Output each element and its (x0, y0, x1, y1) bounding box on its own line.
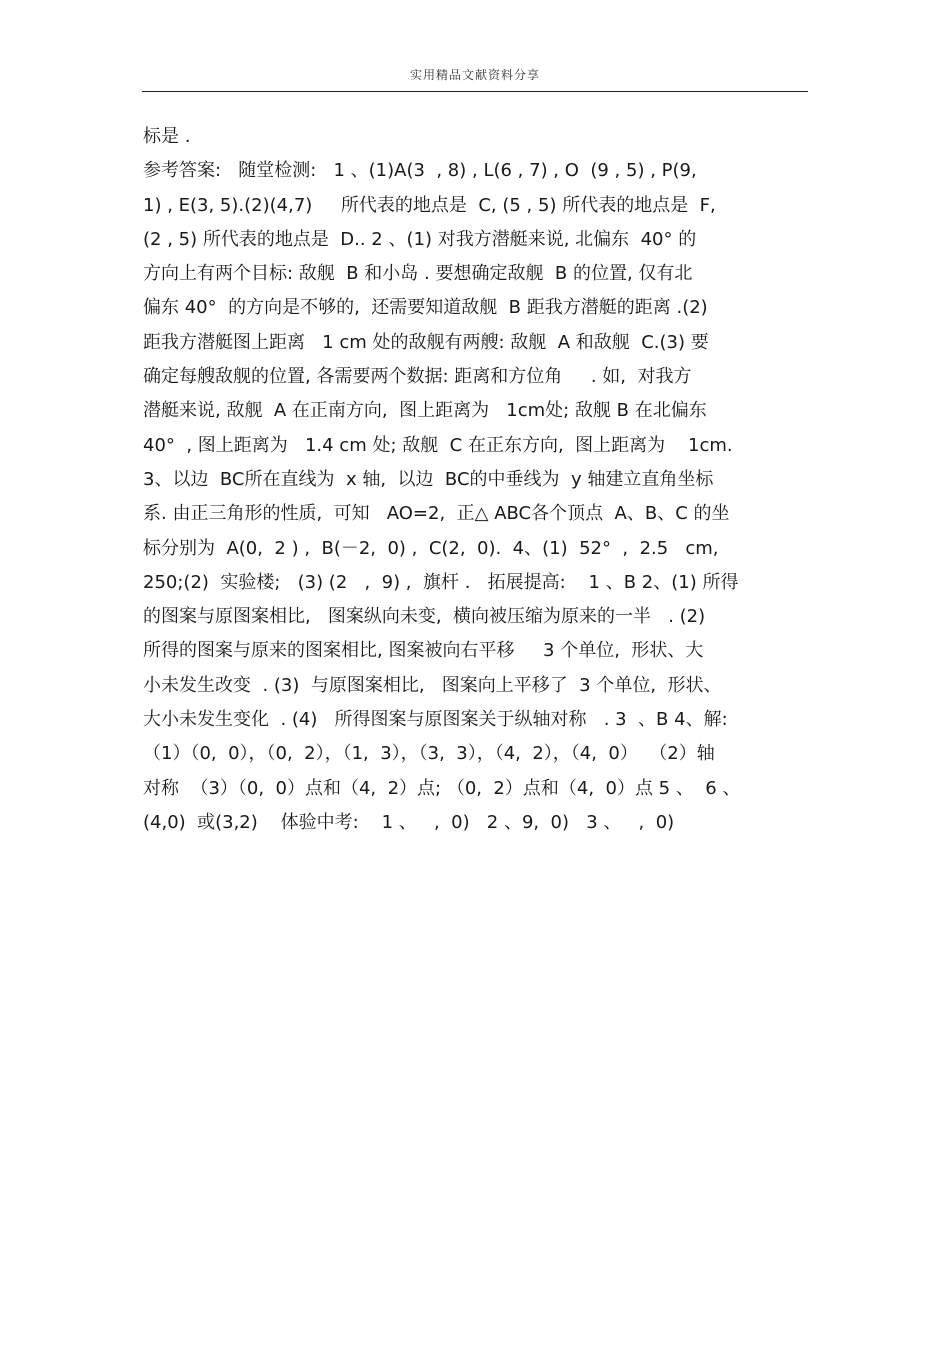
text-line: 距我方潜艇图上距离 1 cm 处的敌舰有两艘: 敌舰 A 和敌舰 C.(3) 要 (143, 331, 709, 353)
header-divider (142, 91, 808, 92)
text-line: （1）（0, 0），（0, 2），（1, 3），（3, 3），（4, 2），（4, 0） （2）轴 (143, 743, 715, 765)
text-line: 标是 . (143, 126, 191, 147)
text-line: 标分别为 A(0, 2 ) , B(－2, 0) , C(2, 0). 4、(1) 52° , 2.5 cm, (143, 537, 719, 559)
text-line: 40° , 图上距离为 1.4 cm 处; 敌舰 C 在正东方向, 图上距离为 1cm. (143, 434, 733, 456)
text-line: 小未发生改变 . (3) 与原图案相比, 图案向上平移了 3 个单位, 形状、 (143, 674, 722, 696)
text-line: 对称 （3）（0, 0）点和（4, 2）点; （0, 2）点和（4, 0）点 5 、 6 、 (143, 777, 741, 799)
text-line: 的图案与原图案相比, 图案纵向未变, 横向被压缩为原来的一半 . (2) (143, 606, 706, 628)
text-line: 方向上有两个目标: 敌舰 B 和小岛 . 要想确定敌舰 B 的位置, 仅有北 (143, 263, 693, 285)
text-line: 250;(2) 实验楼; (3) (2 , 9) , 旗杆 . 拓展提高: 1 、B 2、(1) 所得 (143, 571, 739, 593)
text-line: 3、以边 BC所在直线为 x 轴, 以边 BC的中垂线为 y 轴建立直角坐标 (143, 468, 714, 490)
text-line: 所得的图案与原来的图案相比, 图案被向右平移 3 个单位, 形状、大 (143, 640, 704, 662)
text-line: 确定每艘敌舰的位置, 各需要两个数据: 距离和方位角 . 如, 对我方 (143, 366, 692, 388)
page-header: 实用精品文献资料分享 (409, 68, 540, 82)
text-line: (4,0) 或(3,2) 体验中考: 1 、 , 0) 2 、9, 0) 3 、 , 0) (143, 811, 675, 833)
answer-text-block (143, 120, 811, 840)
text-line: 偏东 40° 的方向是不够的, 还需要知道敌舰 B 距我方潜艇的距离 .(2) (143, 297, 708, 319)
text-line: 1) , E(3, 5).(2)(4,7) 所代表的地点是 C, (5 , 5) 所代表的地点是 F, (143, 194, 716, 216)
text-line: 潜艇来说, 敌舰 A 在正南方向, 图上距离为 1cm处; 敌舰 B 在北偏东 (143, 400, 707, 422)
text-line: (2 , 5) 所代表的地点是 D.. 2 、(1) 对我方潜艇来说, 北偏东 40° 的 (143, 228, 697, 250)
text-line: 大小未发生变化 . (4) 所得图案与原图案关于纵轴对称 . 3 、B 4、解: (143, 709, 728, 731)
text-line: 系. 由正三角形的性质, 可知 AO=2, 正△ ABC各个顶点 A、B、C 的坐 (143, 503, 730, 525)
text-line: 参考答案: 随堂检测: 1 、(1)A(3 , 8) , L(6 , 7) , O (9 , 5) , P(9, (143, 160, 697, 182)
